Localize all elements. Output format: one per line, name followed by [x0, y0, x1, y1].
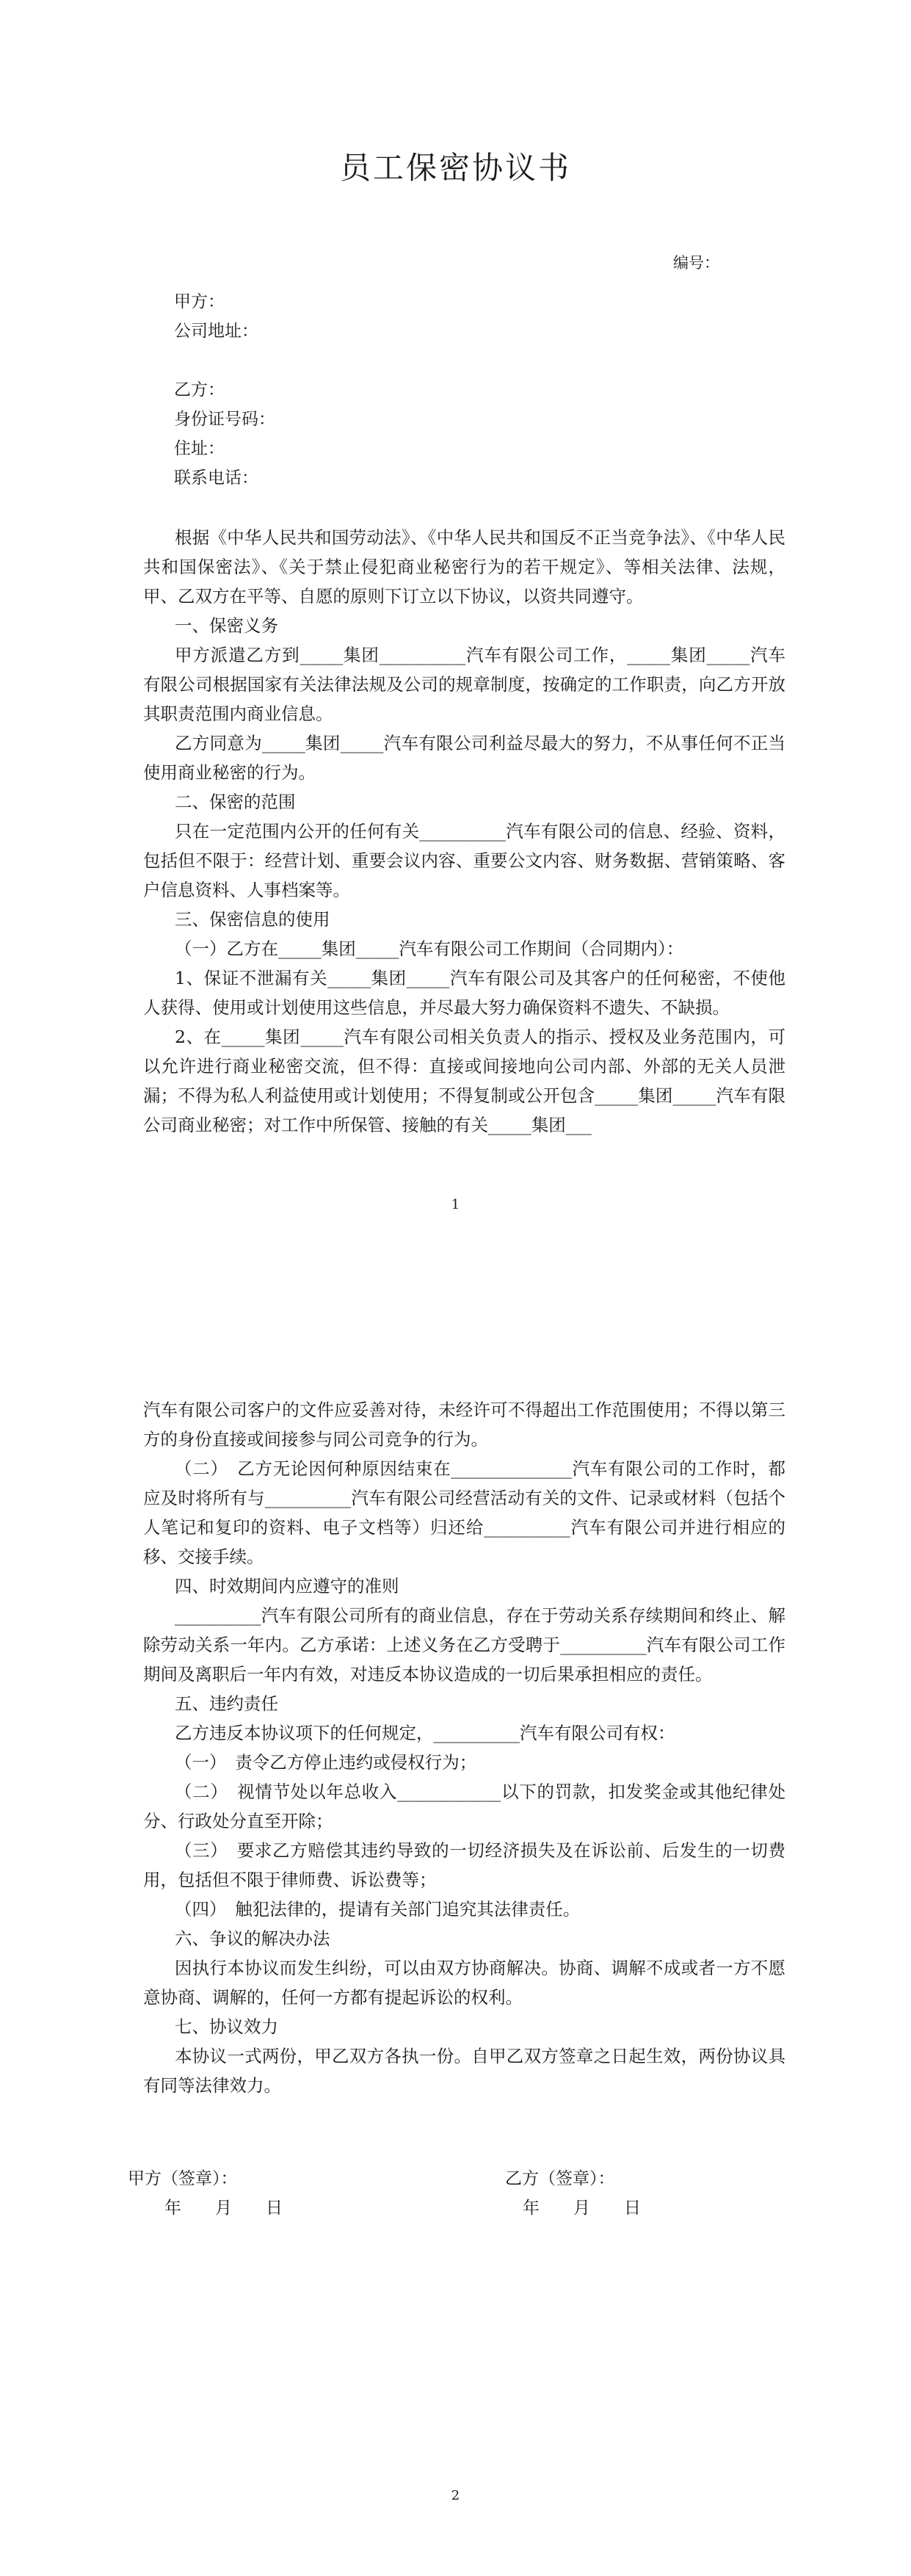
- paragraph: 甲方派遣乙方到_____集团__________汽车有限公司工作，_____集团_____汽车有限公司根据国家有关法律法规及公司的规章制度，按确定的工作职责，向乙方开放其职责范围内商业信息。: [143, 645, 785, 724]
- paragraph: 一、保密义务: [175, 615, 278, 636]
- paragraph: 五、违约责任: [175, 1693, 278, 1714]
- paragraph: （二） 视情节处以年总收入____________以下的罚款，扣发奖金或其他纪律处分、行政处分直至开除；: [143, 1781, 785, 1831]
- page-2: [0, 1288, 911, 2576]
- paragraph: 乙方违反本协议项下的任何规定，__________汽车有限公司有权：: [175, 1723, 675, 1743]
- paragraph: （四） 触犯法律的，提请有关部门追究其法律责任。: [175, 1899, 581, 1920]
- party-b-phone-label: 联系电话：: [174, 468, 258, 488]
- party-a-signature-label: 甲方（签章）：: [128, 2169, 238, 2188]
- paragraph: 只在一定范围内公开的任何有关__________汽车有限公司的信息、经验、资料，包括但不限于：经营计划、重要会议内容、重要公文内容、财务数据、营销策略、客户信息资料、人事档案等。: [143, 821, 785, 900]
- page-number: 2: [451, 2488, 460, 2503]
- party-b-label: 乙方：: [174, 380, 225, 399]
- document-title: 员工保密协议书: [339, 150, 571, 186]
- page-2-body: [143, 1395, 785, 2100]
- paragraph: 二、保密的范围: [175, 792, 296, 812]
- paragraph: 汽车有限公司客户的文件应妥善对待，未经许可不得超出工作范围使用；不得以第三方的身份直接或间接参与同公司竞争的行为。: [143, 1400, 785, 1450]
- paragraph: 四、时效期间内应遵守的准则: [175, 1576, 399, 1596]
- paragraph: （一） 责令乙方停止违约或侵权行为；: [175, 1752, 477, 1773]
- paragraph: 乙方同意为_____集团_____汽车有限公司利益尽最大的努力，不从事任何不正当使用商业秘密的行为。: [143, 733, 785, 783]
- paragraph: 根据《中华人民共和国劳动法》、《中华人民共和国反不正当竞争法》、《中华人民共和国保密法》、《关于禁止侵犯商业秘密行为的若干规定》、等相关法律、法规，甲、乙双方在平等、自愿的原则下订立以下协议，以资共同遵守。: [143, 527, 785, 607]
- paragraph: 1、保证不泄漏有关_____集团_____汽车有限公司及其客户的任何秘密，不使他人获得、使用或计划使用这些信息，并尽最大努力确保资料不遗失、不缺损。: [143, 968, 785, 1018]
- paragraph: 三、保密信息的使用: [175, 909, 330, 930]
- party-b-signature-date: 年 月 日: [523, 2199, 641, 2218]
- party-b-id-label: 身份证号码：: [174, 410, 275, 429]
- party-a-address-label: 公司地址：: [174, 322, 258, 341]
- paragraph: 因执行本协议而发生纠纷，可以由双方协商解决。协商、调解不成或者一方不愿意协商、调解的，任何一方都有提起诉讼的权利。: [143, 1958, 785, 2008]
- party-a-label: 甲方：: [174, 292, 225, 311]
- page-number: 1: [451, 1197, 460, 1212]
- paragraph: （一）乙方在_____集团_____汽车有限公司工作期间（合同期内）：: [175, 938, 684, 959]
- page-1-body: [143, 523, 785, 1140]
- paragraph: 六、争议的解决办法: [175, 1928, 330, 1949]
- paragraph: 本协议一式两份，甲乙双方各执一份。自甲乙双方签章之日起生效，两份协议具有同等法律效力。: [143, 2046, 785, 2096]
- paragraph: 2、在_____集团_____汽车有限公司相关负责人的指示、授权及业务范围内，可以允许进行商业秘密交流，但不得：直接或间接地向公司内部、外部的无关人员泄漏；不得为私人利益使用或计划使用；不得复制或公开包含_____集团_____汽车有限公司商业秘密；对工作中所保管、接触的有关_____集团___: [143, 1027, 785, 1135]
- paragraph: （三） 要求乙方赔偿其违约导致的一切经济损失及在诉讼前、后发生的一切费用，包括但不限于律师费、诉讼费等；: [143, 1840, 785, 1890]
- party-b-signature-label: 乙方（签章）：: [505, 2169, 615, 2188]
- paragraph: （二） 乙方无论因何种原因结束在______________汽车有限公司的工作时，都应及时将所有与__________汽车有限公司经营活动有关的文件、记录或材料（包括个人笔记和复印的资料、电子文档等）归还给__________汽车有限公司并进行相应的移、交接手续。: [143, 1458, 785, 1567]
- serial-number-label: 编号：: [673, 254, 719, 272]
- paragraph: 七、协议效力: [175, 2016, 278, 2037]
- party-a-signature-date: 年 月 日: [164, 2199, 283, 2218]
- party-b-address-label: 住址：: [174, 439, 225, 458]
- paragraph: __________汽车有限公司所有的商业信息，存在于劳动关系存续期间和终止、解除劳动关系一年内。乙方承诺：上述义务在乙方受聘于__________汽车有限公司工作期间及离职后一年内有效，对违反本协议造成的一切后果承担相应的责任。: [143, 1605, 785, 1685]
